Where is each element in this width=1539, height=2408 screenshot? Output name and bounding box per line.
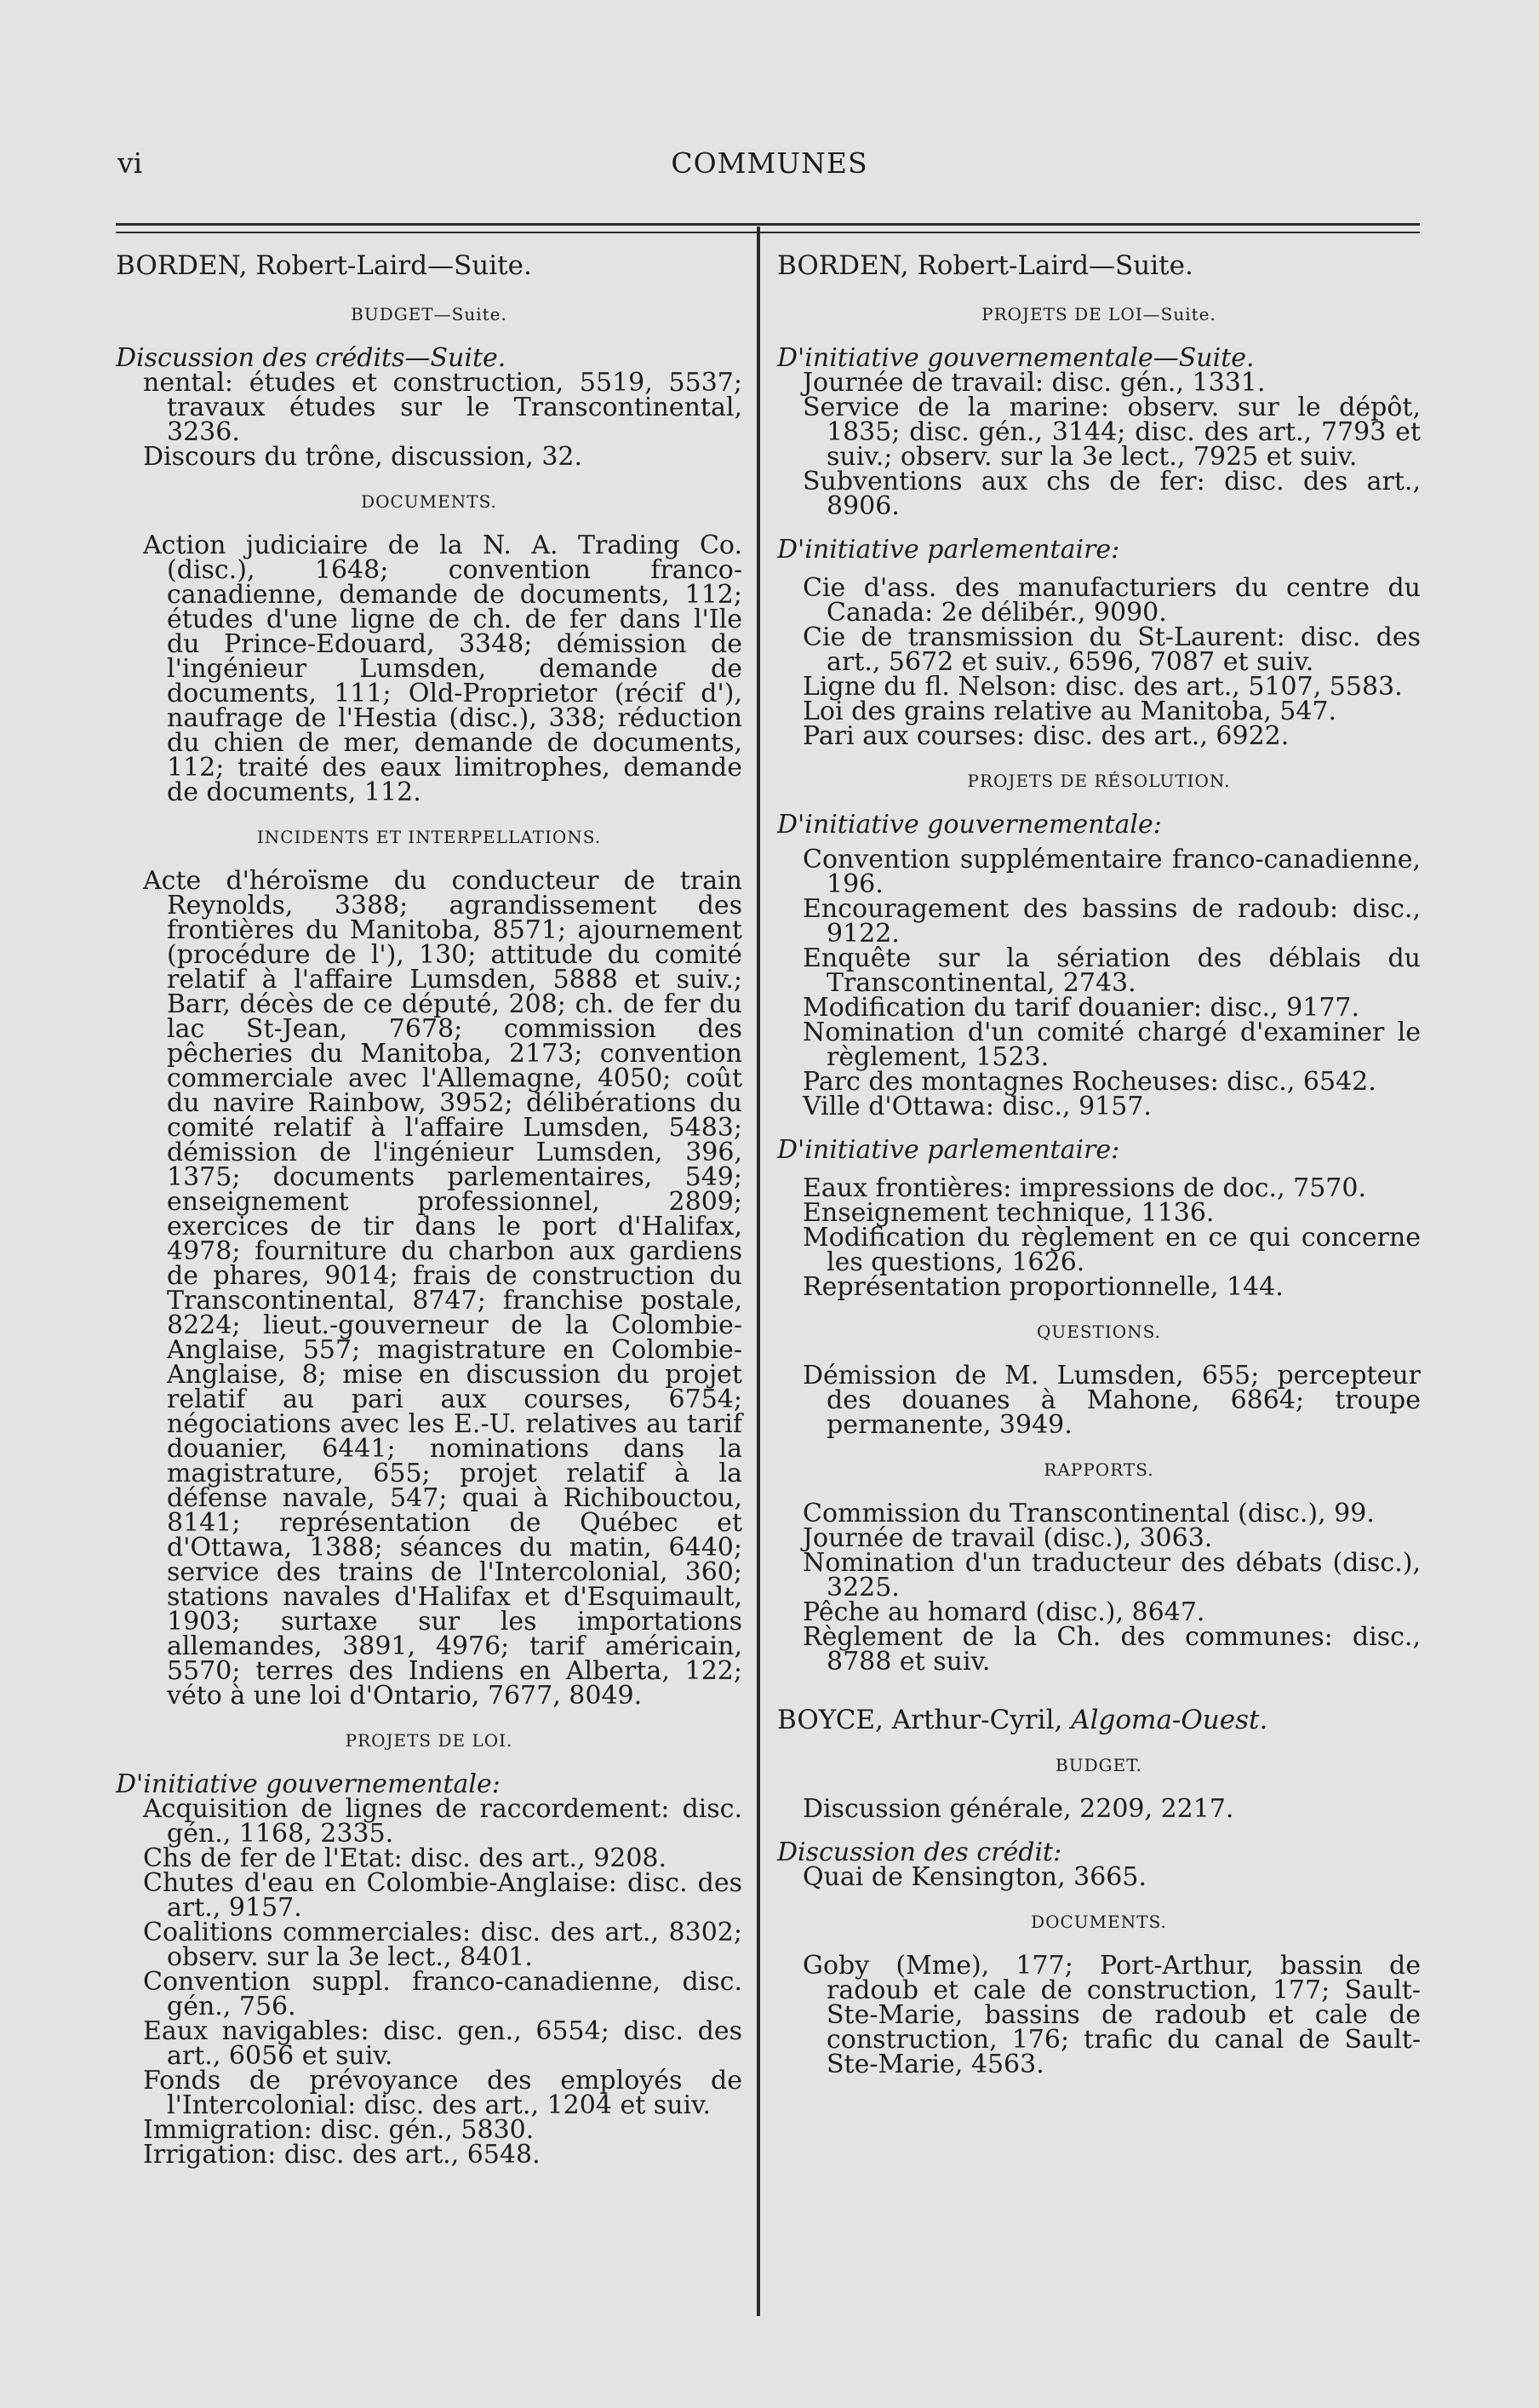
section-heading: BUDGET—Suite.: [351, 304, 507, 324]
section-heading: PROJETS DE RÉSOLUTION.: [967, 771, 1231, 791]
list-item: Cie d'ass. des manufacturiers du centre du Canada: 2e délibér., 9090.: [803, 573, 1421, 628]
section-heading: DOCUMENTS.: [1031, 1912, 1167, 1932]
section-heading: BUDGET.: [1056, 1755, 1142, 1775]
right-column: [777, 250, 1421, 2079]
list-item: Commission du Transcontinental (disc.), 99.: [803, 1499, 1375, 1528]
left-column: [116, 250, 742, 2170]
section-heading: DOCUMENTS.: [361, 491, 497, 512]
section-heading: PROJETS DE LOI—Suite.: [981, 304, 1216, 324]
header-rule: [116, 223, 1420, 226]
list-item: Convention suppl. franco-canadienne, disc. gén., 756.: [143, 1967, 742, 2021]
subheading: D'initiative parlementaire:: [777, 535, 1120, 565]
subheading: D'initiative gouvernementale:: [777, 810, 1162, 840]
list-item: Nomination d'un comité chargé d'examiner le règlement, 1523.: [803, 1018, 1421, 1072]
list-item: Acquisition de lignes de raccordement: disc. gén., 1168, 2335.: [143, 1794, 742, 1849]
paragraph: Goby (Mme), 177; Port-Arthur, bassin de radoub et cale de construction, 177; Sault-Ste-Marie, bassins de radoub et cale de construction, 176; trafic du canal de Sault-Ste-Marie, 4563.: [803, 1951, 1421, 2079]
entry-list: [777, 1173, 1421, 1302]
entry-heading: BORDEN, Robert-Laird—Suite.: [116, 250, 532, 281]
entry-list: [116, 1794, 742, 2170]
paragraph: Démission de M. Lumsden, 655; percepteur des douanes à Mahone, 6864; troupe permanente, 3949.: [803, 1361, 1421, 1440]
list-item: Eaux frontières: impressions de doc., 7570.: [803, 1173, 1367, 1203]
section-heading: PROJETS DE LOI.: [345, 1730, 513, 1751]
list-item: Service de la marine: observ. sur le dépôt, 1835; disc. gén., 3144; disc. des art., 7793 et suiv.; observ. sur la 3e lect., 7925 et suiv.: [803, 393, 1421, 472]
subheading: D'initiative gouvernementale—Suite.: [777, 343, 1255, 373]
list-item: Enseignement technique, 1136.: [803, 1198, 1215, 1228]
section-heading: INCIDENTS ET INTERPELLATIONS.: [256, 827, 602, 847]
paragraph: Quai de Kensington, 3665.: [803, 1862, 1147, 1892]
paragraph: Acte d'héroïsme du conducteur de train Reynolds, 3388; agrandissement des frontières du Manitoba, 8571; ajournement (procédure de l'), 130; attitude du comité relatif à l'affaire Lumsden, 5888 et suiv.; Barr, décès de ce député, 208; ch. de fer du lac St-Jean, 7678; commission des pêcheries du Manitoba, 2173; convention commerciale avec l'Allemagne, 4050; coût du navire Rainbow, 3952; délibérations du comité relatif à l'affaire Lumsden, 5483; démission de l'ingénieur Lumsden, 396, 1375; documents parlementaires, 549; enseignement professionnel, 2809; exercices de tir dans le port d'Halifax, 4978; fourniture du charbon aux gardiens de phares, 9014; frais de construction du Transcontinental, 8747; franchise postale, 8224; lieut.-gouverneur de la Colombie-Anglaise, 557; magistrature en Colombie-Anglaise, 8; mise en discussion du projet relatif au pari aux courses, 6754; négociations avec les E.-U. relatives au tarif douanier, 6441; nominations dans la magistrature, 655; projet relatif à la défense navale, 547; quai à Richibouctou, 8141; représentation de Québec et d'Ottawa, 1388; séances du matin, 6440; service des trains de l'Intercolonial, 360; stations navales d'Halifax et d'Esquimault, 1903; surtaxe sur les importations allemandes, 3891, 4976; tarif américain, 5570; terres des Indiens en Alberta, 122; véto à une loi d'Ontario, 7677, 8049.: [143, 866, 742, 1711]
list-item: Journée de travail (disc.), 3063.: [803, 1523, 1213, 1553]
list-item: Chutes d'eau en Colombie-Anglaise: disc. des art., 9157.: [143, 1868, 742, 1923]
list-item: Parc des montagnes Rocheuses: disc., 6542.: [803, 1067, 1376, 1097]
list-item: Cie de transmission du St-Laurent: disc. des art., 5672 et suiv., 6596, 7087 et suiv.: [803, 622, 1421, 677]
paragraph: nental: études et construction, 5519, 5537; travaux études sur le Transcontinental, 3236.: [143, 368, 742, 447]
section-heading: RAPPORTS.: [1044, 1459, 1154, 1480]
riding-name: Algoma-Ouest.: [1071, 1705, 1268, 1735]
section-heading: QUESTIONS.: [1036, 1322, 1162, 1342]
list-item: Règlement de la Ch. des communes: disc., 8788 et suiv.: [803, 1622, 1421, 1677]
list-item: Modification du tarif douanier: disc., 9177.: [803, 993, 1360, 1023]
paragraph: Action judiciaire de la N. A. Trading Co. (disc.), 1648; convention franco-canadienne, demande de documents, 112; études d'une ligne de ch. de fer dans l'Ile du Prince-Edouard, 3348; démission de l'ingénieur Lumsden, demande de documents, 111; Old-Proprietor (récif d'), naufrage de l'Hestia (disc.), 338; réduction du chien de mer, demande de documents, 112; traité des eaux limitrophes, demande de documents, 112.: [143, 530, 742, 807]
list-item: Fonds de prévoyance des employés de l'Intercolonial: disc. des art., 1204 et suiv.: [143, 2066, 742, 2120]
list-item: Subventions aux chs de fer: disc. des art., 8906.: [803, 467, 1421, 521]
list-item: Modification du règlement en ce qui concerne les questions, 1626.: [803, 1223, 1421, 1277]
running-head: COMMUNES: [671, 146, 868, 180]
entry-heading: [777, 1705, 1421, 1735]
page-number: vi: [117, 146, 143, 180]
list-item: Eaux navigables: disc. gen., 6554; disc. des art., 6056 et suiv.: [143, 2016, 742, 2071]
entry-list: [777, 847, 1421, 1119]
entry-list: [777, 1499, 1421, 1677]
list-item: Pêche au homard (disc.), 8647.: [803, 1597, 1205, 1627]
subheading: Discussion des crédit:: [777, 1838, 1062, 1867]
list-item: Nomination d'un traducteur des débats (disc.), 3225.: [803, 1548, 1421, 1602]
list-item: Enquête sur la sériation des déblais du Transcontinental, 2743.: [803, 943, 1421, 998]
entry-heading: BORDEN, Robert-Laird—Suite.: [777, 250, 1193, 281]
list-item: Encouragement des bassins de radoub: disc., 9122.: [803, 894, 1421, 949]
list-item: Ville d'Ottawa: disc., 9157.: [803, 1092, 1152, 1121]
list-item: Coalitions commerciales: disc. des art., 8302; observ. sur la 3e lect., 8401.: [143, 1918, 742, 1972]
subheading: D'initiative parlementaire:: [777, 1135, 1120, 1165]
entry-list: [777, 370, 1421, 519]
paragraph: Discours du trône, discussion, 32.: [143, 442, 583, 472]
header-rule: [116, 232, 1420, 233]
list-item: Pari aux courses: disc. des art., 6922.: [803, 721, 1290, 751]
list-item: Ligne du fl. Nelson: disc. des art., 5107, 5583.: [803, 672, 1403, 702]
list-item: Loi des grains relative au Manitoba, 547.: [803, 697, 1337, 726]
list-item: Immigration: disc. gén., 5830.: [143, 2115, 535, 2145]
paragraph: Discussion générale, 2209, 2217.: [803, 1794, 1234, 1824]
list-item: Irrigation: disc. des art., 6548.: [143, 2140, 541, 2170]
list-item: Convention supplémentaire franco-canadienne, 196.: [803, 845, 1421, 899]
list-item: Représentation proportionnelle, 144.: [803, 1272, 1284, 1302]
subheading: Discussion des crédits—Suite.: [116, 343, 506, 373]
subheading: D'initiative gouvernementale:: [116, 1769, 501, 1799]
entry-list: [777, 573, 1421, 751]
list-item: Journée de travail: disc. gén., 1331.: [803, 368, 1266, 398]
member-name: BOYCE, Arthur-Cyril,: [777, 1705, 1063, 1735]
list-item: Chs de fer de l'Etat: disc. des art., 9208.: [143, 1843, 667, 1873]
column-divider: [757, 226, 760, 2316]
